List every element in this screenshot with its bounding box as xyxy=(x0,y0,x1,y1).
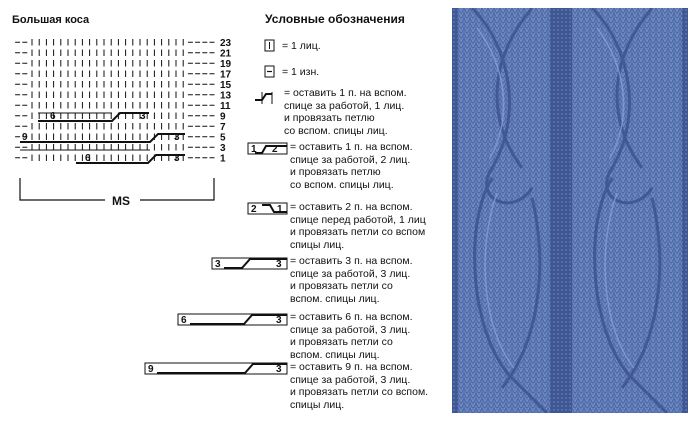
legend-symbol-8-b: 3 xyxy=(276,364,282,375)
legend-symbol-cross-6-3 xyxy=(178,314,287,325)
repeat-bracket-right xyxy=(140,178,214,200)
cable-number-row3-left: 6 xyxy=(85,153,91,164)
row-number: 5 xyxy=(220,132,226,144)
row-number: 23 xyxy=(220,38,232,49)
legend-symbol-5-b: 1 xyxy=(277,204,283,215)
cable-number-row7-right: 3 xyxy=(174,132,180,143)
legend-text-cross-1-2: = оставить 1 п. на вспом. спице за работой, 2 лиц. и провязать петлю со вспом. спицы лиц. xyxy=(290,141,413,191)
row-number: 21 xyxy=(220,48,232,60)
chart-title: Большая коса xyxy=(12,14,90,26)
row-number: 1 xyxy=(220,153,226,165)
legend-symbol-8-a: 9 xyxy=(148,364,154,375)
legend-symbol-5-a: 2 xyxy=(251,204,257,215)
legend-text-cross-3-3: = оставить 3 п. на вспом. спице за работой, 3 лиц. и провязать петли со вспом. спицы лиц. xyxy=(290,255,413,305)
legend-symbol-6-a: 3 xyxy=(215,259,221,270)
chart-cables xyxy=(20,113,185,163)
row-number: 9 xyxy=(220,111,226,123)
legend-text-cross-1-1: = оставить 1 п. на вспом. спице за работой, 1 лиц. и провязать петлю со вспом. спицы лиц. xyxy=(284,87,407,137)
legend-symbol-knit xyxy=(265,40,274,51)
cable-number-row3-right: 3 xyxy=(174,153,180,164)
legend-text-cross-9-3: = оставить 9 п. на вспом. спице за работой, 3 лиц. и провязать петли со вспом. спицы лиц. xyxy=(290,361,429,411)
cable-number-row11-right: 3 xyxy=(140,111,146,122)
legend-title: Условные обозначения xyxy=(265,12,405,26)
legend-symbol-purl xyxy=(265,66,274,77)
row-numbers xyxy=(220,38,232,165)
cable-number-row7-left: 9 xyxy=(22,132,28,143)
legend-symbol-cross-9-3 xyxy=(145,363,287,374)
repeat-bracket xyxy=(20,178,105,200)
legend-text-knit: = 1 лиц. xyxy=(282,40,321,52)
row-number: 15 xyxy=(220,80,232,91)
cable-number-row11-left: 6 xyxy=(50,111,56,122)
legend-symbol-7-a: 6 xyxy=(181,315,187,326)
row-number: 13 xyxy=(220,90,232,102)
legend-symbol-cross-1-1 xyxy=(255,92,282,104)
legend-symbol-7-b: 3 xyxy=(276,315,282,326)
row-number: 7 xyxy=(220,122,226,133)
legend-symbol-4-a: 1 xyxy=(251,144,257,155)
legend-text-cross-6-3: = оставить 6 п. на вспом. спице за работой, 3 лиц. и провязать петли со вспом. спицы лиц. xyxy=(290,311,413,361)
legend-symbol-4-b: 2 xyxy=(272,144,278,155)
row-number: 11 xyxy=(220,101,231,112)
row-number: 17 xyxy=(220,69,232,81)
repeat-label: MS xyxy=(112,194,130,208)
legend-text-cross-2-1: = оставить 2 п. на вспом. спице перед работой, 1 лиц и провязать петли со вспом спицы лиц. xyxy=(290,201,426,251)
cable-row7-lower xyxy=(20,134,185,142)
row-number: 3 xyxy=(220,143,226,154)
legend-text-purl: = 1 изн. xyxy=(282,66,320,78)
knitted-swatch-photo xyxy=(452,8,688,413)
legend-symbol-6-b: 3 xyxy=(276,259,282,270)
row-number: 19 xyxy=(220,59,232,70)
